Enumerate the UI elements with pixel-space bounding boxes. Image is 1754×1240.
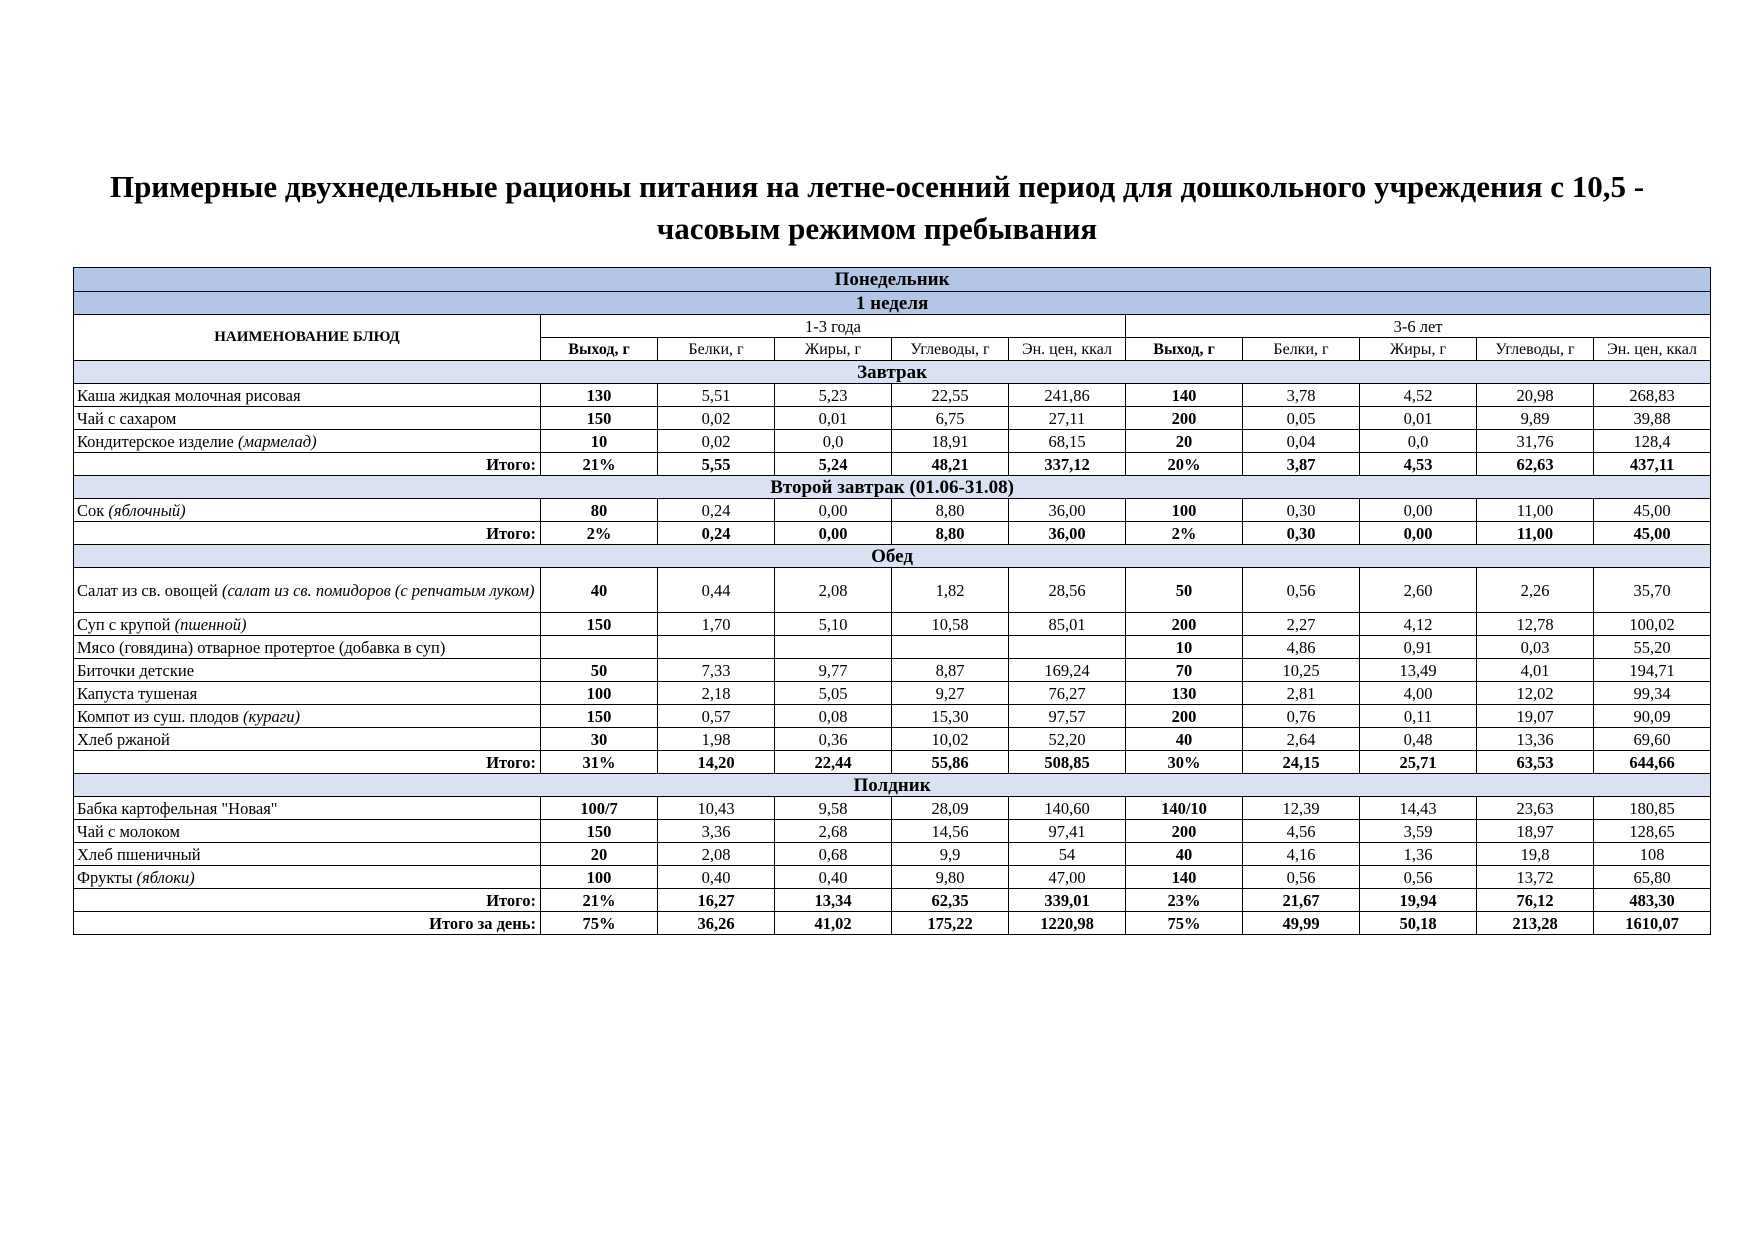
- value-cell: 90,09: [1594, 705, 1711, 728]
- value-cell: 2,27: [1243, 613, 1360, 636]
- value-cell: 100,02: [1594, 613, 1711, 636]
- value-cell: 13,49: [1360, 659, 1477, 682]
- value-cell: 0,76: [1243, 705, 1360, 728]
- value-cell: 97,41: [1009, 820, 1126, 843]
- dish-name-text: Сок: [77, 500, 109, 520]
- value-cell: 3,36: [658, 820, 775, 843]
- value-cell: 0,00: [775, 522, 892, 545]
- value-cell: 25,71: [1360, 751, 1477, 774]
- dish-name-note: (мармелад): [237, 431, 317, 451]
- dish-name: [74, 866, 541, 889]
- value-cell: 50: [1126, 568, 1243, 613]
- value-cell: 10,58: [892, 613, 1009, 636]
- value-cell: 18,91: [892, 430, 1009, 453]
- value-cell: 0,56: [1243, 866, 1360, 889]
- dish-name-note: (кураги): [242, 706, 300, 726]
- value-cell: 0,57: [658, 705, 775, 728]
- section-total-row: [74, 889, 1711, 912]
- value-cell: 23%: [1126, 889, 1243, 912]
- value-cell: 169,24: [1009, 659, 1126, 682]
- value-cell: 337,12: [1009, 453, 1126, 476]
- value-cell: 100: [541, 682, 658, 705]
- value-cell: 0,44: [658, 568, 775, 613]
- value-cell: 10,02: [892, 728, 1009, 751]
- value-cell: 30%: [1126, 751, 1243, 774]
- value-cell: 99,34: [1594, 682, 1711, 705]
- meal-section-title: Второй завтрак (01.06-31.08): [74, 476, 1711, 499]
- value-cell: 55,86: [892, 751, 1009, 774]
- dish-row: [74, 407, 1711, 430]
- value-cell: 1,82: [892, 568, 1009, 613]
- dish-name-text: Салат из св. овощей: [77, 580, 222, 600]
- dish-name-text: Каша жидкая молочная рисовая: [77, 385, 301, 405]
- day-header-row: [74, 268, 1711, 292]
- column-header: Выход, г: [541, 338, 658, 361]
- value-cell: 80: [541, 499, 658, 522]
- dish-name: [74, 843, 541, 866]
- value-cell: 19,94: [1360, 889, 1477, 912]
- meal-section-title: Полдник: [74, 774, 1711, 797]
- value-cell: 0,00: [775, 499, 892, 522]
- column-header: Эн. цен, ккал: [1009, 338, 1126, 361]
- value-cell: 0,02: [658, 430, 775, 453]
- value-cell: 108: [1594, 843, 1711, 866]
- value-cell: 47,00: [1009, 866, 1126, 889]
- value-cell: 0,68: [775, 843, 892, 866]
- value-cell: 45,00: [1594, 522, 1711, 545]
- value-cell: 85,01: [1009, 613, 1126, 636]
- value-cell: 5,24: [775, 453, 892, 476]
- value-cell: 339,01: [1009, 889, 1126, 912]
- section-total-row: [74, 453, 1711, 476]
- value-cell: 10: [541, 430, 658, 453]
- value-cell: 100/7: [541, 797, 658, 820]
- value-cell: 14,43: [1360, 797, 1477, 820]
- value-cell: 20,98: [1477, 384, 1594, 407]
- value-cell: 0,24: [658, 499, 775, 522]
- column-header: Углеводы, г: [892, 338, 1009, 361]
- value-cell: 9,58: [775, 797, 892, 820]
- value-cell: 23,63: [1477, 797, 1594, 820]
- meal-section-title: Обед: [74, 545, 1711, 568]
- section-total-row: [74, 522, 1711, 545]
- value-cell: 13,72: [1477, 866, 1594, 889]
- dish-name-text: Кондитерское изделие: [77, 431, 238, 451]
- dish-name-note: (салат из св. помидоров (с репчатым луком): [221, 580, 535, 600]
- value-cell: 0,01: [1360, 407, 1477, 430]
- dish-name-note: (пшенной): [174, 614, 247, 634]
- value-cell: 8,80: [892, 499, 1009, 522]
- value-cell: 76,12: [1477, 889, 1594, 912]
- meal-section-row: [74, 774, 1711, 797]
- dish-name: [74, 430, 541, 453]
- value-cell: 20: [541, 843, 658, 866]
- dish-row: [74, 820, 1711, 843]
- dish-name: [74, 682, 541, 705]
- value-cell: 0,04: [1243, 430, 1360, 453]
- day-total-row: [74, 912, 1711, 935]
- value-cell: 40: [541, 568, 658, 613]
- value-cell: 10,25: [1243, 659, 1360, 682]
- meal-section-row: [74, 545, 1711, 568]
- total-label: Итого:: [74, 751, 541, 774]
- value-cell: 4,52: [1360, 384, 1477, 407]
- value-cell: 0,30: [1243, 522, 1360, 545]
- value-cell: 5,51: [658, 384, 775, 407]
- dish-row: [74, 568, 1711, 613]
- value-cell: 27,11: [1009, 407, 1126, 430]
- value-cell: 2%: [541, 522, 658, 545]
- value-cell: 65,80: [1594, 866, 1711, 889]
- value-cell: 19,07: [1477, 705, 1594, 728]
- value-cell: 11,00: [1477, 499, 1594, 522]
- value-cell: 0,40: [775, 866, 892, 889]
- value-cell: 0,08: [775, 705, 892, 728]
- dish-row: [74, 430, 1711, 453]
- value-cell: 0,11: [1360, 705, 1477, 728]
- week-label: 1 неделя: [74, 292, 1711, 315]
- value-cell: 63,53: [1477, 751, 1594, 774]
- dish-name: [74, 636, 541, 659]
- value-cell: 52,20: [1009, 728, 1126, 751]
- value-cell: 150: [541, 705, 658, 728]
- value-cell: 36,00: [1009, 522, 1126, 545]
- value-cell: 10: [1126, 636, 1243, 659]
- dish-name-header: НАИМЕНОВАНИЕ БЛЮД: [74, 315, 541, 361]
- value-cell: 4,16: [1243, 843, 1360, 866]
- dish-name: [74, 407, 541, 430]
- dish-name: [74, 499, 541, 522]
- value-cell: 31,76: [1477, 430, 1594, 453]
- value-cell: 31%: [541, 751, 658, 774]
- value-cell: 4,86: [1243, 636, 1360, 659]
- total-label: Итого:: [74, 889, 541, 912]
- value-cell: 1610,07: [1594, 912, 1711, 935]
- value-cell: 62,35: [892, 889, 1009, 912]
- value-cell: 97,57: [1009, 705, 1126, 728]
- value-cell: 241,86: [1009, 384, 1126, 407]
- value-cell: 28,56: [1009, 568, 1126, 613]
- value-cell: 75%: [1126, 912, 1243, 935]
- value-cell: 0,02: [658, 407, 775, 430]
- value-cell: 50,18: [1360, 912, 1477, 935]
- value-cell: 28,09: [892, 797, 1009, 820]
- column-header: Углеводы, г: [1477, 338, 1594, 361]
- age-group-header-row: [74, 315, 1711, 338]
- value-cell: 1,70: [658, 613, 775, 636]
- value-cell: 437,11: [1594, 453, 1711, 476]
- meal-section-title: Завтрак: [74, 361, 1711, 384]
- value-cell: 45,00: [1594, 499, 1711, 522]
- column-header: Жиры, г: [775, 338, 892, 361]
- value-cell: 0,01: [775, 407, 892, 430]
- value-cell: 483,30: [1594, 889, 1711, 912]
- value-cell: 16,27: [658, 889, 775, 912]
- value-cell: 200: [1126, 407, 1243, 430]
- value-cell: 0,24: [658, 522, 775, 545]
- value-cell: 36,26: [658, 912, 775, 935]
- dish-row: [74, 728, 1711, 751]
- value-cell: 7,33: [658, 659, 775, 682]
- value-cell: 12,02: [1477, 682, 1594, 705]
- value-cell: 0,48: [1360, 728, 1477, 751]
- dish-name-text: Хлеб ржаной: [77, 729, 170, 749]
- dish-name-text: Мясо (говядина) отварное протертое (добавка в суп): [77, 637, 446, 657]
- column-header: Белки, г: [1243, 338, 1360, 361]
- menu-table: [73, 267, 1711, 935]
- day-label: Понедельник: [74, 268, 1711, 292]
- value-cell: 194,71: [1594, 659, 1711, 682]
- value-cell: 2,68: [775, 820, 892, 843]
- value-cell: 14,20: [658, 751, 775, 774]
- value-cell: 0,36: [775, 728, 892, 751]
- value-cell: 62,63: [1477, 453, 1594, 476]
- value-cell: 268,83: [1594, 384, 1711, 407]
- value-cell: 9,9: [892, 843, 1009, 866]
- value-cell: 8,80: [892, 522, 1009, 545]
- dish-row: [74, 384, 1711, 407]
- value-cell: 150: [541, 820, 658, 843]
- value-cell: [775, 636, 892, 659]
- value-cell: 41,02: [775, 912, 892, 935]
- value-cell: 6,75: [892, 407, 1009, 430]
- dish-row: [74, 843, 1711, 866]
- value-cell: 9,80: [892, 866, 1009, 889]
- value-cell: 9,27: [892, 682, 1009, 705]
- value-cell: 19,8: [1477, 843, 1594, 866]
- value-cell: 12,78: [1477, 613, 1594, 636]
- value-cell: 128,4: [1594, 430, 1711, 453]
- value-cell: 48,21: [892, 453, 1009, 476]
- dish-name: [74, 705, 541, 728]
- value-cell: 35,70: [1594, 568, 1711, 613]
- value-cell: 13,36: [1477, 728, 1594, 751]
- value-cell: 40: [1126, 843, 1243, 866]
- total-label: Итого:: [74, 453, 541, 476]
- value-cell: 0,56: [1360, 866, 1477, 889]
- value-cell: 2,26: [1477, 568, 1594, 613]
- value-cell: 140: [1126, 866, 1243, 889]
- value-cell: 0,0: [775, 430, 892, 453]
- column-header: Выход, г: [1126, 338, 1243, 361]
- value-cell: 20%: [1126, 453, 1243, 476]
- dish-row: [74, 682, 1711, 705]
- value-cell: 21%: [541, 889, 658, 912]
- value-cell: 12,39: [1243, 797, 1360, 820]
- value-cell: 22,44: [775, 751, 892, 774]
- value-cell: [541, 636, 658, 659]
- value-cell: 0,56: [1243, 568, 1360, 613]
- dish-name-text: Компот из суш. плодов: [77, 706, 243, 726]
- value-cell: 4,56: [1243, 820, 1360, 843]
- value-cell: 2,08: [658, 843, 775, 866]
- value-cell: 130: [1126, 682, 1243, 705]
- column-header: Белки, г: [658, 338, 775, 361]
- value-cell: 5,10: [775, 613, 892, 636]
- dish-name-text: Чай с молоком: [77, 821, 180, 841]
- value-cell: 30: [541, 728, 658, 751]
- day-total-label: Итого за день:: [74, 912, 541, 935]
- value-cell: 2,81: [1243, 682, 1360, 705]
- dish-name: [74, 613, 541, 636]
- value-cell: 644,66: [1594, 751, 1711, 774]
- value-cell: 0,00: [1360, 499, 1477, 522]
- value-cell: 2,64: [1243, 728, 1360, 751]
- value-cell: 13,34: [775, 889, 892, 912]
- dish-name-text: Капуста тушеная: [77, 683, 198, 703]
- value-cell: 54: [1009, 843, 1126, 866]
- value-cell: 5,55: [658, 453, 775, 476]
- value-cell: 2,18: [658, 682, 775, 705]
- dish-row: [74, 659, 1711, 682]
- value-cell: 9,77: [775, 659, 892, 682]
- value-cell: 0,0: [1360, 430, 1477, 453]
- section-total-row: [74, 751, 1711, 774]
- value-cell: 4,01: [1477, 659, 1594, 682]
- value-cell: 200: [1126, 613, 1243, 636]
- value-cell: 200: [1126, 820, 1243, 843]
- dish-name: [74, 797, 541, 820]
- dish-name-note: (яблочный): [108, 500, 186, 520]
- value-cell: 8,87: [892, 659, 1009, 682]
- value-cell: 2%: [1126, 522, 1243, 545]
- value-cell: 5,23: [775, 384, 892, 407]
- value-cell: 50: [541, 659, 658, 682]
- value-cell: [1009, 636, 1126, 659]
- value-cell: 1,98: [658, 728, 775, 751]
- value-cell: [658, 636, 775, 659]
- value-cell: 4,00: [1360, 682, 1477, 705]
- value-cell: 40: [1126, 728, 1243, 751]
- value-cell: 150: [541, 613, 658, 636]
- value-cell: 75%: [541, 912, 658, 935]
- dish-name-text: Суп с крупой: [77, 614, 175, 634]
- dish-row: [74, 797, 1711, 820]
- dish-row: [74, 705, 1711, 728]
- value-cell: 21%: [541, 453, 658, 476]
- dish-row: [74, 636, 1711, 659]
- total-label: Итого:: [74, 522, 541, 545]
- column-header: Жиры, г: [1360, 338, 1477, 361]
- value-cell: [892, 636, 1009, 659]
- value-cell: 18,97: [1477, 820, 1594, 843]
- value-cell: 39,88: [1594, 407, 1711, 430]
- value-cell: 2,60: [1360, 568, 1477, 613]
- value-cell: 130: [541, 384, 658, 407]
- dish-row: [74, 499, 1711, 522]
- value-cell: 100: [1126, 499, 1243, 522]
- value-cell: 140/10: [1126, 797, 1243, 820]
- value-cell: 0,05: [1243, 407, 1360, 430]
- value-cell: 68,15: [1009, 430, 1126, 453]
- value-cell: 1,36: [1360, 843, 1477, 866]
- value-cell: 100: [541, 866, 658, 889]
- dish-name-text: Фрукты: [77, 867, 137, 887]
- value-cell: 21,67: [1243, 889, 1360, 912]
- value-cell: 175,22: [892, 912, 1009, 935]
- dish-row: [74, 866, 1711, 889]
- value-cell: 2,08: [775, 568, 892, 613]
- value-cell: 0,30: [1243, 499, 1360, 522]
- age-group-header: 1-3 года: [541, 315, 1126, 338]
- age-group-header: 3-6 лет: [1126, 315, 1711, 338]
- meal-section-row: [74, 476, 1711, 499]
- value-cell: 150: [541, 407, 658, 430]
- value-cell: 3,59: [1360, 820, 1477, 843]
- value-cell: 0,00: [1360, 522, 1477, 545]
- value-cell: 0,91: [1360, 636, 1477, 659]
- value-cell: 9,89: [1477, 407, 1594, 430]
- value-cell: 55,20: [1594, 636, 1711, 659]
- value-cell: 15,30: [892, 705, 1009, 728]
- value-cell: 14,56: [892, 820, 1009, 843]
- value-cell: 3,78: [1243, 384, 1360, 407]
- dish-name-text: Чай с сахаром: [77, 408, 177, 428]
- value-cell: 49,99: [1243, 912, 1360, 935]
- value-cell: 508,85: [1009, 751, 1126, 774]
- value-cell: 20: [1126, 430, 1243, 453]
- value-cell: 200: [1126, 705, 1243, 728]
- column-header: Эн. цен, ккал: [1594, 338, 1711, 361]
- value-cell: 5,05: [775, 682, 892, 705]
- value-cell: 24,15: [1243, 751, 1360, 774]
- dish-name-text: Хлеб пшеничный: [77, 844, 201, 864]
- dish-row: [74, 613, 1711, 636]
- document-title: Примерные двухнедельные рационы питания на летне-осенний период для дошкольного учреждения с 10,5 - часовым режимом пребывания: [109, 169, 1645, 246]
- value-cell: 3,87: [1243, 453, 1360, 476]
- week-header-row: [74, 292, 1711, 315]
- value-cell: 213,28: [1477, 912, 1594, 935]
- value-cell: 76,27: [1009, 682, 1126, 705]
- dish-name-text: Биточки детские: [77, 660, 195, 680]
- dish-name: [74, 820, 541, 843]
- dish-name: [74, 568, 541, 613]
- value-cell: 0,40: [658, 866, 775, 889]
- value-cell: 10,43: [658, 797, 775, 820]
- dish-name: [74, 659, 541, 682]
- value-cell: 140,60: [1009, 797, 1126, 820]
- value-cell: 4,53: [1360, 453, 1477, 476]
- value-cell: 36,00: [1009, 499, 1126, 522]
- value-cell: 180,85: [1594, 797, 1711, 820]
- value-cell: 11,00: [1477, 522, 1594, 545]
- value-cell: 140: [1126, 384, 1243, 407]
- value-cell: 1220,98: [1009, 912, 1126, 935]
- value-cell: 70: [1126, 659, 1243, 682]
- dish-name-note: (яблоки): [136, 867, 195, 887]
- dish-name: [74, 384, 541, 407]
- value-cell: 4,12: [1360, 613, 1477, 636]
- dish-name: [74, 728, 541, 751]
- value-cell: 0,03: [1477, 636, 1594, 659]
- value-cell: 22,55: [892, 384, 1009, 407]
- value-cell: 69,60: [1594, 728, 1711, 751]
- meal-section-row: [74, 361, 1711, 384]
- dish-name-text: Бабка картофельная "Новая": [77, 798, 278, 818]
- value-cell: 128,65: [1594, 820, 1711, 843]
